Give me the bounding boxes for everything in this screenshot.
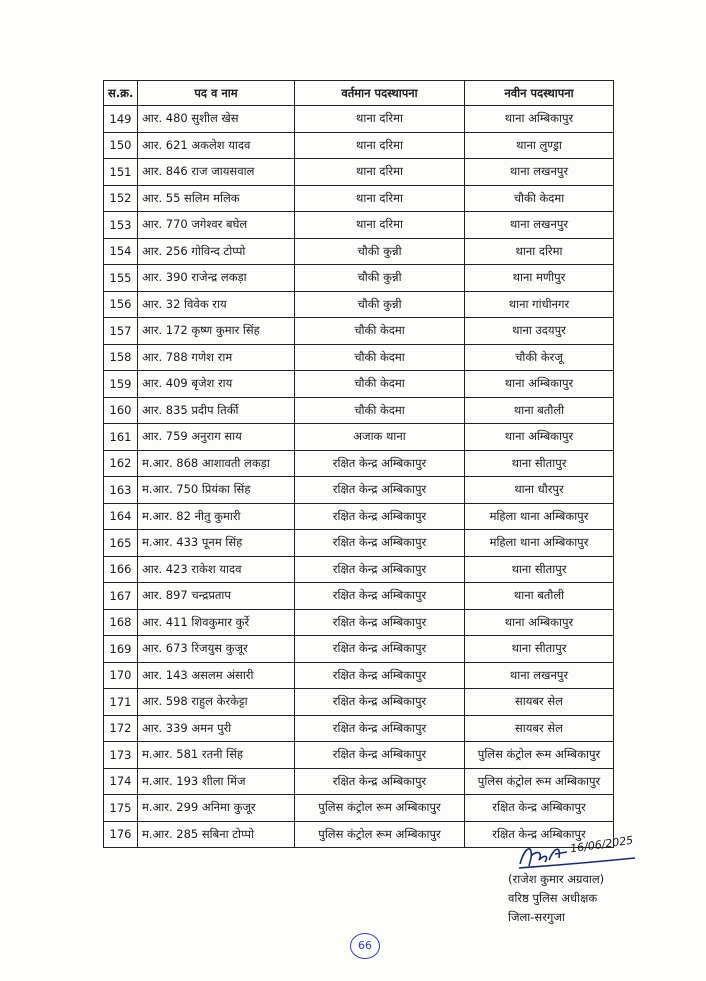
cell-new-posting: चौकी केदमा xyxy=(465,185,614,212)
cell-serial: 169 xyxy=(104,636,138,663)
table-row xyxy=(104,583,614,610)
cell-new-posting: थाना लखनपुर xyxy=(465,212,614,239)
table-row xyxy=(104,106,614,133)
cell-new-posting: रक्षित केन्द्र अम्बिकापुर xyxy=(465,821,614,848)
cell-current-posting: रक्षित केन्द्र अम्बिकापुर xyxy=(295,530,465,557)
cell-serial: 175 xyxy=(104,795,138,822)
cell-new-posting: थाना दरिमा xyxy=(465,238,614,265)
cell-new-posting: पुलिस कंट्रोल रूम अम्बिकापुर xyxy=(465,742,614,769)
cell-new-posting: थाना बतौली xyxy=(465,583,614,610)
cell-new-posting: थाना बतौली xyxy=(465,397,614,424)
header-serial: स.क्र. xyxy=(104,81,138,106)
table-row xyxy=(104,212,614,239)
table-body xyxy=(104,106,614,848)
cell-current-posting: रक्षित केन्द्र अम्बिकापुर xyxy=(295,768,465,795)
cell-current-posting: रक्षित केन्द्र अम्बिकापुर xyxy=(295,662,465,689)
transfer-table-container xyxy=(103,80,613,848)
cell-serial: 163 xyxy=(104,477,138,504)
cell-serial: 173 xyxy=(104,742,138,769)
cell-serial: 162 xyxy=(104,450,138,477)
cell-name: आर. 172 कृष्ण कुमार सिंह xyxy=(138,318,295,345)
cell-name: आर. 598 राहुल केरकेट्टा xyxy=(138,689,295,716)
signatory-designation: वरिष्ठ पुलिस अधीक्षक xyxy=(508,891,598,905)
cell-name: आर. 143 असलम अंसारी xyxy=(138,662,295,689)
signature-date: 16/06/2025 xyxy=(569,833,635,856)
cell-serial: 154 xyxy=(104,238,138,265)
cell-new-posting: थाना गांधीनगर xyxy=(465,291,614,318)
table-row xyxy=(104,556,614,583)
cell-serial: 159 xyxy=(104,371,138,398)
cell-serial: 156 xyxy=(104,291,138,318)
cell-current-posting: रक्षित केन्द्र अम्बिकापुर xyxy=(295,742,465,769)
cell-name: आर. 621 अकलेश यादव xyxy=(138,132,295,159)
cell-serial: 165 xyxy=(104,530,138,557)
cell-serial: 166 xyxy=(104,556,138,583)
cell-new-posting: महिला थाना अम्बिकापुर xyxy=(465,530,614,557)
table-row xyxy=(104,609,614,636)
table-row xyxy=(104,291,614,318)
cell-serial: 176 xyxy=(104,821,138,848)
cell-name: आर. 390 राजेन्द्र लकड़ा xyxy=(138,265,295,292)
cell-name: आर. 32 विवेक राय xyxy=(138,291,295,318)
header-name: पद व नाम xyxy=(138,81,295,106)
cell-new-posting: थाना सीतापुर xyxy=(465,450,614,477)
cell-new-posting: पुलिस कंट्रोल रूम अम्बिकापुर xyxy=(465,768,614,795)
table-row xyxy=(104,238,614,265)
cell-name: म.आर. 868 आशावती लकड़ा xyxy=(138,450,295,477)
cell-name: आर. 673 रिजयुस कुजूर xyxy=(138,636,295,663)
header-new-posting: नवीन पदस्थापना xyxy=(465,81,614,106)
cell-serial: 174 xyxy=(104,768,138,795)
table-row xyxy=(104,344,614,371)
cell-current-posting: चौकी कुन्नी xyxy=(295,291,465,318)
table-row xyxy=(104,530,614,557)
cell-serial: 168 xyxy=(104,609,138,636)
cell-serial: 164 xyxy=(104,503,138,530)
cell-name: आर. 835 प्रदीप तिर्की xyxy=(138,397,295,424)
cell-serial: 149 xyxy=(104,106,138,133)
cell-new-posting: थाना उदयपुर xyxy=(465,318,614,345)
cell-current-posting: रक्षित केन्द्र अम्बिकापुर xyxy=(295,556,465,583)
cell-serial: 157 xyxy=(104,318,138,345)
cell-current-posting: चौकी केदमा xyxy=(295,397,465,424)
cell-current-posting: रक्षित केन्द्र अम्बिकापुर xyxy=(295,715,465,742)
cell-current-posting: थाना दरिमा xyxy=(295,132,465,159)
table-row xyxy=(104,318,614,345)
cell-current-posting: थाना दरिमा xyxy=(295,212,465,239)
cell-current-posting: रक्षित केन्द्र अम्बिकापुर xyxy=(295,450,465,477)
cell-current-posting: रक्षित केन्द्र अम्बिकापुर xyxy=(295,609,465,636)
cell-new-posting: थाना लखनपुर xyxy=(465,662,614,689)
cell-current-posting: रक्षित केन्द्र अम्बिकापुर xyxy=(295,503,465,530)
cell-current-posting: अजाक थाना xyxy=(295,424,465,451)
cell-name: म.आर. 433 पूनम सिंह xyxy=(138,530,295,557)
cell-serial: 170 xyxy=(104,662,138,689)
table-row xyxy=(104,689,614,716)
cell-current-posting: रक्षित केन्द्र अम्बिकापुर xyxy=(295,689,465,716)
table-row xyxy=(104,742,614,769)
table-row xyxy=(104,503,614,530)
cell-current-posting: थाना दरिमा xyxy=(295,106,465,133)
cell-name: आर. 423 राकेश यादव xyxy=(138,556,295,583)
table-row xyxy=(104,371,614,398)
cell-new-posting: थाना लखनपुर xyxy=(465,159,614,186)
table-row xyxy=(104,397,614,424)
table-row xyxy=(104,715,614,742)
signatory-name: (राजेश कुमार अग्रवाल) xyxy=(508,872,605,886)
cell-new-posting: थाना लुण्ड्रा xyxy=(465,132,614,159)
table-row xyxy=(104,450,614,477)
cell-new-posting: थाना अम्बिकापुर xyxy=(465,424,614,451)
cell-serial: 155 xyxy=(104,265,138,292)
cell-name: म.आर. 581 रतनी सिंह xyxy=(138,742,295,769)
cell-new-posting: थाना सीतापुर xyxy=(465,556,614,583)
cell-name: आर. 770 जगेश्वर बघेल xyxy=(138,212,295,239)
cell-new-posting: चौकी केरजू xyxy=(465,344,614,371)
cell-current-posting: चौकी कुन्नी xyxy=(295,238,465,265)
cell-name: आर. 411 शिवकुमार कुर्रे xyxy=(138,609,295,636)
table-row xyxy=(104,132,614,159)
cell-name: आर. 759 अनुराग साय xyxy=(138,424,295,451)
cell-current-posting: रक्षित केन्द्र अम्बिकापुर xyxy=(295,636,465,663)
page-number: 66 xyxy=(350,933,380,959)
cell-new-posting: थाना अम्बिकापुर xyxy=(465,106,614,133)
transfer-table xyxy=(103,80,614,848)
cell-new-posting: महिला थाना अम्बिकापुर xyxy=(465,503,614,530)
cell-name: आर. 480 सुशील खेस xyxy=(138,106,295,133)
cell-name: म.आर. 82 नीतु कुमारी xyxy=(138,503,295,530)
table-row xyxy=(104,185,614,212)
cell-current-posting: चौकी केदमा xyxy=(295,371,465,398)
table-row xyxy=(104,636,614,663)
cell-name: आर. 409 बृजेश राय xyxy=(138,371,295,398)
table-row xyxy=(104,265,614,292)
table-row xyxy=(104,159,614,186)
cell-current-posting: पुलिस कंट्रोल रूम अम्बिकापुर xyxy=(295,821,465,848)
cell-current-posting: चौकी केदमा xyxy=(295,344,465,371)
cell-new-posting: सायबर सेल xyxy=(465,715,614,742)
cell-serial: 167 xyxy=(104,583,138,610)
cell-new-posting: थाना अम्बिकापुर xyxy=(465,371,614,398)
cell-name: म.आर. 193 शीला मिंज xyxy=(138,768,295,795)
cell-current-posting: थाना दरिमा xyxy=(295,185,465,212)
cell-serial: 151 xyxy=(104,159,138,186)
cell-serial: 158 xyxy=(104,344,138,371)
cell-name: आर. 339 अमन पुरी xyxy=(138,715,295,742)
header-current-posting: वर्तमान पदस्थापना xyxy=(295,81,465,106)
table-header-row xyxy=(104,81,614,106)
cell-name: आर. 55 सलिम मलिक xyxy=(138,185,295,212)
cell-current-posting: रक्षित केन्द्र अम्बिकापुर xyxy=(295,477,465,504)
cell-current-posting: पुलिस कंट्रोल रूम अम्बिकापुर xyxy=(295,795,465,822)
cell-serial: 172 xyxy=(104,715,138,742)
cell-serial: 150 xyxy=(104,132,138,159)
cell-name: आर. 897 चन्द्रप्रताप xyxy=(138,583,295,610)
table-row xyxy=(104,424,614,451)
cell-serial: 160 xyxy=(104,397,138,424)
cell-current-posting: चौकी कुन्नी xyxy=(295,265,465,292)
cell-current-posting: रक्षित केन्द्र अम्बिकापुर xyxy=(295,583,465,610)
cell-current-posting: थाना दरिमा xyxy=(295,159,465,186)
cell-new-posting: रक्षित केन्द्र अम्बिकापुर xyxy=(465,795,614,822)
cell-name: म.आर. 285 सबिना टोप्पो xyxy=(138,821,295,848)
cell-serial: 171 xyxy=(104,689,138,716)
cell-name: म.आर. 750 प्रियंका सिंह xyxy=(138,477,295,504)
cell-name: आर. 846 राज जायसवाल xyxy=(138,159,295,186)
cell-serial: 152 xyxy=(104,185,138,212)
signatory-district: जिला-सरगुजा xyxy=(508,910,565,924)
cell-new-posting: थाना धौरपुर xyxy=(465,477,614,504)
cell-new-posting: थाना मणीपुर xyxy=(465,265,614,292)
cell-serial: 153 xyxy=(104,212,138,239)
cell-serial: 161 xyxy=(104,424,138,451)
cell-name: म.आर. 299 अनिमा कुजूर xyxy=(138,795,295,822)
cell-name: आर. 256 गोविन्द टोप्पो xyxy=(138,238,295,265)
table-row xyxy=(104,477,614,504)
table-row xyxy=(104,795,614,822)
cell-new-posting: सायबर सेल xyxy=(465,689,614,716)
cell-current-posting: चौकी केदमा xyxy=(295,318,465,345)
cell-new-posting: थाना सीतापुर xyxy=(465,636,614,663)
cell-name: आर. 788 गणेश राम xyxy=(138,344,295,371)
table-row xyxy=(104,768,614,795)
cell-new-posting: थाना अम्बिकापुर xyxy=(465,609,614,636)
table-row xyxy=(104,662,614,689)
